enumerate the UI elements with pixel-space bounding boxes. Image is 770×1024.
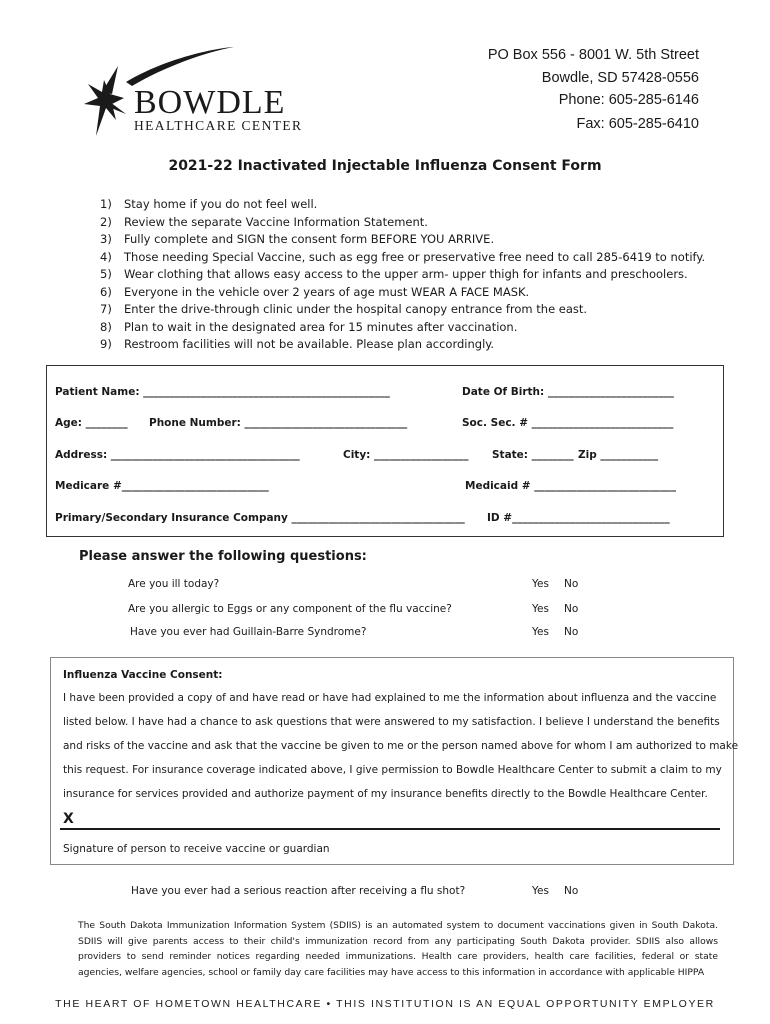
- list-item: [100, 214, 705, 232]
- item-number: 5): [100, 267, 112, 281]
- list-item: [100, 249, 705, 267]
- item-text: Everyone in the vehicle over 2 years of age must WEAR A FACE MASK.: [124, 284, 530, 299]
- instructions-list: [100, 196, 705, 354]
- item-number: 2): [100, 214, 112, 229]
- no-option[interactable]: No: [564, 885, 579, 897]
- medicaid-field[interactable]: Medicaid # ___________________________: [465, 480, 676, 492]
- questions-heading: Please answer the following questions:: [79, 549, 367, 564]
- yes-option[interactable]: Yes: [532, 885, 549, 897]
- consent-line: insurance for services provided and authorize payment of my insurance benefits directly to the Bowdle Healthcare Center.: [63, 788, 708, 800]
- item-text: Those needing Special Vaccine, such as egg free or preservative free need to call 285-6419 to notify.: [124, 249, 706, 264]
- consent-line: this request. For insurance coverage indicated above, I give permission to Bowdle Healthcare Center to submit a claim to my: [63, 764, 722, 776]
- list-item: [100, 231, 705, 249]
- item-text: Plan to wait in the designated area for 15 minutes after vaccination.: [124, 319, 518, 334]
- no-option[interactable]: No: [564, 603, 579, 615]
- address-field[interactable]: Address: ____________________________________: [55, 449, 300, 461]
- list-item: [100, 319, 705, 337]
- address-line-2: Bowdle, SD 57428-0556: [541, 70, 699, 86]
- footer-tagline: THE HEART OF HOMETOWN HEALTHCARE • THIS INSTITUTION IS AN EQUAL OPPORTUNITY EMPLOYER: [55, 998, 715, 1010]
- item-text: Wear clothing that allows easy access to the upper arm- upper thigh for infants and preschoolers.: [124, 267, 688, 281]
- item-number: 6): [100, 284, 112, 299]
- logo-subtitle: HEALTHCARE CENTER: [134, 118, 303, 133]
- question-ill-today: Are you ill today?: [128, 578, 220, 590]
- address-line-1: PO Box 556 - 8001 W. 5th Street: [487, 47, 699, 63]
- consent-line: I have been provided a copy of and have read or have had explained to me the information about influenza and the vaccine: [63, 692, 717, 704]
- no-option[interactable]: No: [564, 626, 579, 638]
- signature-line[interactable]: [60, 828, 720, 830]
- item-text: Stay home if you do not feel well.: [124, 197, 318, 211]
- item-number: 3): [100, 232, 112, 246]
- item-number: 7): [100, 302, 112, 316]
- soc-sec-field[interactable]: Soc. Sec. # ___________________________: [462, 417, 674, 429]
- item-text: Restroom facilities will not be available. Please plan accordingly.: [124, 337, 495, 351]
- item-number: 4): [100, 249, 112, 264]
- list-item: [100, 266, 705, 284]
- form-title: 2021-22 Inactivated Injectable Influenza Consent Form: [168, 158, 602, 174]
- yes-option[interactable]: Yes: [532, 603, 549, 615]
- list-item: [100, 196, 705, 214]
- question-egg-allergy: Are you allergic to Eggs or any component of the flu vaccine?: [128, 603, 452, 615]
- item-number: 1): [100, 197, 112, 211]
- consent-box: [50, 657, 734, 865]
- item-text: Fully complete and SIGN the consent form BEFORE YOU ARRIVE.: [124, 232, 495, 246]
- logo-wordmark: BOWDLE: [134, 84, 286, 121]
- list-item: [100, 284, 705, 302]
- signature-caption: Signature of person to receive vaccine or guardian: [63, 843, 330, 855]
- yes-option[interactable]: Yes: [532, 578, 549, 590]
- consent-line: listed below. I have had a chance to ask questions that were answered to my satisfaction. I believe I understand the benefits: [63, 716, 720, 728]
- item-number: 8): [100, 319, 112, 334]
- question-serious-reaction: Have you ever had a serious reaction after receiving a flu shot?: [131, 885, 466, 897]
- patient-info-box: [46, 365, 724, 537]
- sdiis-disclaimer: The South Dakota Immunization Information System (SDIIS) is an automated system to document vaccinations given in South Dakota. SDIIS will give parents access to their child's immunization record from any participating South Dakota provider. SDIIS also allows providers to send reminder notices regarding needed immunizations. Health care providers, health care facilities, federal or state agencies, welfare agencies, school or family day care facilities may have access to this information in accordance with applicable HIPPA: [78, 920, 718, 978]
- city-field[interactable]: City: __________________: [343, 449, 469, 461]
- insurance-company-field[interactable]: Primary/Secondary Insurance Company _________________________________: [55, 512, 465, 524]
- item-text: Enter the drive-through clinic under the hospital canopy entrance from the east.: [124, 302, 588, 316]
- age-field[interactable]: Age: ________: [55, 417, 128, 429]
- medicare-field[interactable]: Medicare #____________________________: [55, 480, 269, 492]
- fax-number: Fax: 605-285-6410: [576, 116, 699, 132]
- item-text: Review the separate Vaccine Information Statement.: [124, 214, 428, 229]
- insurance-id-field[interactable]: ID #______________________________: [487, 512, 670, 524]
- list-item: [100, 301, 705, 319]
- phone-number-field[interactable]: Phone Number: _______________________________: [149, 417, 408, 429]
- zip-field[interactable]: Zip ___________: [578, 449, 659, 461]
- phone-number: Phone: 605-285-6146: [558, 92, 699, 108]
- list-item: [100, 336, 705, 354]
- consent-line: and risks of the vaccine and ask that the vaccine be given to me or the person named above for whom I am authorized to make: [63, 740, 739, 752]
- signature-x-mark: X: [63, 811, 74, 827]
- patient-name-field[interactable]: Patient Name: _______________________________________________: [55, 386, 390, 398]
- question-guillain-barre: Have you ever had Guillain-Barre Syndrome?: [130, 626, 367, 638]
- yes-option[interactable]: Yes: [532, 626, 549, 638]
- item-number: 9): [100, 337, 112, 351]
- no-option[interactable]: No: [564, 578, 579, 590]
- date-of-birth-field[interactable]: Date Of Birth: ________________________: [462, 386, 674, 398]
- consent-heading: Influenza Vaccine Consent:: [63, 669, 223, 681]
- state-field[interactable]: State: ________: [492, 449, 574, 461]
